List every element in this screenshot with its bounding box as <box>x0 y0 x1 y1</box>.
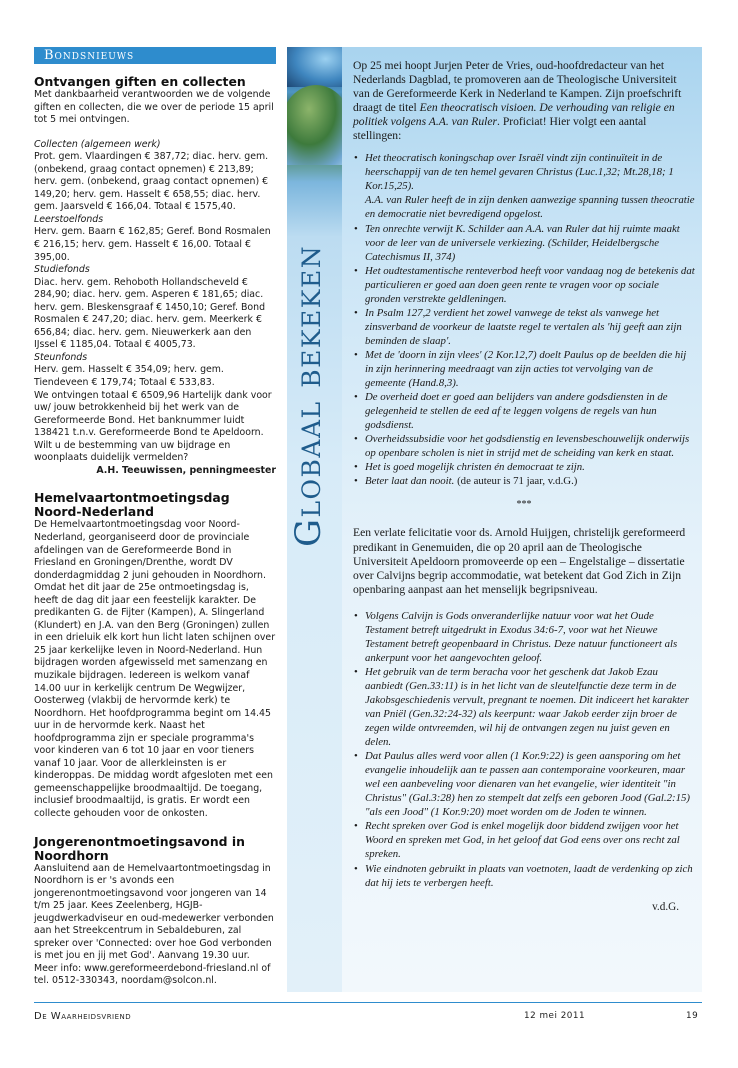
intro-paragraph: Op 25 mei hoopt Jurjen Peter de Vries, oud-hoofdredacteur van het Nederlands Dagblad, te promoveren aan de Theologische Universiteit van de Gereformeerde Kerk in Nederland te Kampen. Zijn proefschrift draagt de titel Een theocratisch visioen. De verhouding van religie en politiek volgens A.A. van Ruler. Proficiat! Hier volgt een aantal stellingen: <box>353 59 682 143</box>
bullet-icon: • <box>354 306 358 319</box>
stelling-item <box>353 749 695 819</box>
stelling-text: Overheidssubsidie voor het godsdienstig en levensbeschouwelijk onderwijs op openbare scholen is niet in strijd met de scheiding van kerk en staat. <box>365 433 690 460</box>
stelling-text: A.A. van Ruler heeft de in zijn denken aanwezige spanning tussen theocratie en democratie niet bevredigend opgelost. <box>365 194 695 221</box>
bullet-icon: • <box>354 391 358 404</box>
giften-text-studiefonds: Diac. herv. gem. Rehoboth Hollandscheveld € 284,90; diac. herv. gem. Asperen € 181,65; diac. herv. gem. Bleskensgraaf € 1450,10; Geref. Bond Rosmalen € 247,20; diac. herv. gem. Meerkerk € 656,84; diac. herv. gem. Nieuwerkerk aan den IJssel € 1185,04. Totaal € 4005,73. <box>34 276 266 351</box>
stelling-text: Wie eindnoten gebruikt in plaats van voetnoten, laadt de verdenking op zich dat hij iets te verbergen heeft. <box>365 862 693 889</box>
vertical-banner <box>287 47 342 992</box>
hemelvaart-title: Hemelvaartontmoetingsdag Noord-Nederland <box>34 490 230 520</box>
stelling-text: Recht spreken over God is enkel mogelijk door biddend zwijgen voor het Woord en spreken met God, in het geloof dat God eens over ons recht zal spreken. <box>365 820 680 861</box>
stelling-item <box>353 862 695 890</box>
giften-cat-collecten: Collecten (algemeen werk) <box>34 138 161 150</box>
bullet-icon: • <box>354 264 358 277</box>
right-panel <box>342 47 702 992</box>
bullet-icon: • <box>354 348 358 361</box>
stelling-item <box>353 474 695 488</box>
stelling-item <box>353 609 695 665</box>
signoff: v.d.G. <box>652 900 679 913</box>
bullet-icon: • <box>354 862 358 875</box>
bullet-icon: • <box>354 433 358 446</box>
stelling-item <box>353 222 695 264</box>
globe-earth-image <box>287 85 342 165</box>
stelling-item <box>353 264 695 306</box>
giften-intro: Met dankbaarheid verantwoorden we de volgende giften en collecten, die we over de periode 15 april tot 5 mei ontvingen. <box>34 89 274 126</box>
huijgen-paragraph: Een verlate felicitatie voor ds. Arnold Huijgen, christelijk gereformeerd predikant in Genemuiden, die op 20 april aan de Theologische Universiteit Apeldoorn promoveerde op een – Engelstalige – dissertatie over Calvijns begrip accommodatie, wat betekent dat God Zich in Zijn openbaring aanpast aan het menselijk begripsniveau. <box>353 526 686 596</box>
stelling-text: Dat Paulus alles werd voor allen (1 Kor.9:22) is geen aansporing om het evangelie inhoudelijk aan te passen aan contemporaine voorkeuren, maar wel een aanbeveling voor dienaren van het evangelie, wier identiteit "in Christus" (Gal.3:28) hen zo stempelt dat zelfs een geboren Jood (Gal.2:15) "als een Jood" (1 Kor.9:20) moet worden om de Joden te winnen. <box>365 750 690 819</box>
author-note: (de auteur is 71 jaar, v.d.G.) <box>457 475 578 488</box>
giften-cat-studiefonds: Studiefonds <box>34 264 90 276</box>
dissertation-title: Een theocratisch visioen. De verhouding van religie en politiek volgens A.A. van Ruler <box>353 101 675 129</box>
bullet-icon: • <box>354 222 358 235</box>
giften-text-collecten: Prot. gem. Vlaardingen € 387,72; diac. herv. gem. (onbekend, graag contact opnemen) € 213,89; herv. gem. (onbekend, graag contact opnemen) € 149,20; herv. gem. Hasselt € 658,55; diac. herv. gem. Jaarsveld € 166,04. Totaal € 1575,40. <box>34 151 269 213</box>
stelling-text: Het gebruik van de term beracha voor het geschenk dat Jakob Ezau aanbiedt (Gen.33:11) is in het licht van de sleutelfunctie deze term in de Jakobsgeschiedenis vervult, pregnant te noemen. Dit indiceert het karakter van Pniël (Gen.32:24-32) als keerpunt: waar Jakob eerder zijn broer de zegen wilde ontvreemden, wil hij de ontvangen zegen nu juist geven en delen. <box>365 665 690 749</box>
stelling-text: Met de 'doorn in zijn vlees' (2 Kor.12,7) doelt Paulus op de beelden die hij in zijn herinnering meedraagt van zijn acties tot vervolging van de gemeente (Hand.8,3). <box>365 348 687 390</box>
hemelvaart-body: De Hemelvaartontmoetingsdag voor Noord-Nederland, georganiseerd door de provinciale afdelingen van de Gereformeerde Bond in Friesland en Groningen/Drenthe, wordt DV donderdagmiddag 2 juni gehouden in Noordhorn. Omdat het dit jaar de 25e ontmoetingsdag is, heeft de dag dit jaar een feestelijk karakter. De predikanten G. de Fijter (Kampen), A. Slingerland (Klundert) en J.A. van den Berg (Groningen) zullen in een drieluik elk kort hun licht laten schijnen over 25 jaar kerkelijke leven in Noord-Nederland. Hun bijdragen worden afgewisseld met samenzang en muzikale bijdragen. Iedereen is welkom vanaf 14.00 uur in kerkelijk centrum De Wegwijzer, Oosterweg (vlakbij de hervormde kerk) te Noordhorn. Het hoofdprogramma begint om 14.45 uur in de hervormde kerk. Naast het hoofdprogramma zijn er speciale programma's voor kinderen van 6 tot 10 jaar en voor tieners vanaf 10 jaar. Voor de allerkleinsten is er kinderoppas. De middag wordt afgesloten met een gemeenschappelijke broodmaaltijd. De toegang, inclusief broodmaaltijd, is gratis. Er wordt een collecte gehouden voor de onkosten. <box>34 519 276 819</box>
stelling-item <box>353 819 695 861</box>
jongeren-body: Aansluitend aan de Hemelvaartontmoetingsdag in Noordhorn is er 's avonds een jongerenontmoetingsavond voor jongeren van 14 t/m 25 jaar. Kees Zeelenberg, HGJB-jeugdwerkadviseur en oud-medewerker verbonden aan het Streekcentrum in Sebaldeburen, zal spreker over 'Connected: over hoe God verbonden is met jou en jij met God'. Aanvang 19.30 uur. Meer info: www.gereformeerdebond-friesland.nl of tel. 0512-330343, noordam@solcon.nl. <box>34 862 274 987</box>
stellingen-list-2 <box>353 609 695 890</box>
giften-text-steunfonds: Herv. gem. Hasselt € 354,09; herv. gem. Tiendeveen € 179,74; Totaal € 533,83. <box>34 364 224 389</box>
stelling-text: In Psalm 127,2 verdient het zowel vanwege de tekst als vanwege het zinsverband de voorkeur de laatste regel te vertalen als 'hij geeft aan zijn beminden de slaap'. <box>365 306 682 347</box>
bullet-icon: • <box>354 820 358 833</box>
section-header: Bondsnieuws <box>34 47 276 64</box>
giften-title: Ontvangen giften en collecten <box>34 74 246 89</box>
stellingen-list-1 <box>353 151 695 488</box>
stelling-item <box>353 665 695 749</box>
footer-publication: De Waarheidsvriend <box>34 1011 132 1022</box>
page-number: 19 <box>686 1011 699 1021</box>
banner-title: Globaal bekeken <box>289 244 329 547</box>
footer-rule <box>34 1002 702 1003</box>
stelling-text: Het is goed mogelijk christen én democraat te zijn. <box>365 461 585 474</box>
giften-cat-steunfonds: Steunfonds <box>34 351 88 363</box>
bullet-icon: • <box>354 475 358 488</box>
giften-text-leerstoelfonds: Herv. gem. Baarn € 162,85; Geref. Bond Rosmalen € 216,15; herv. gem. Hasselt € 16,00. Totaal € 395,00. <box>34 226 271 263</box>
stelling-item <box>353 348 695 390</box>
giften-closing: We ontvingen totaal € 6509,96 Hartelijk dank voor uw/ jouw betrokkenheid bij het werk van de Gereformeerde Bond. Het banknummer luidt 138421 t.n.v. Gereformeerde Bond te Apeldoorn. Wilt u de bestemming van uw bijdrage en woonplaats duidelijk vermelden? <box>34 389 272 464</box>
bullet-icon: • <box>354 665 358 678</box>
giften-cat-leerstoelfonds: Leerstoelfonds <box>34 213 104 225</box>
bullet-icon: • <box>354 152 358 165</box>
bullet-icon: • <box>354 461 358 474</box>
stelling-text: Volgens Calvijn is Gods onveranderlijke natuur voor wat het Oude Testament betreft uitgedrukt in Exodus 34:6-7, voor wat het Nieuwe Testament betreft geopenbaard in Christus. Deze natuur functioneert als ankerpunt voor het aangevochten geloof. <box>365 609 678 664</box>
giften-signature: A.H. Teeuwissen, penningmeester <box>96 464 276 476</box>
stelling-text: Het oudtestamentische renteverbod heeft voor vandaag nog de betekenis dat particulieren er goed aan doen geen rente te vragen voor op sociale gronden verstrekte geldleningen. <box>365 264 695 305</box>
stelling-text: Beter laat dan nooit. <box>365 475 455 488</box>
jongeren-title: Jongerenontmoetingsavond in Noordhorn <box>34 833 245 863</box>
stelling-item <box>353 432 695 460</box>
footer-date: 12 mei 2011 <box>524 1011 586 1021</box>
stelling-item <box>353 151 695 221</box>
left-column <box>34 47 276 988</box>
bullet-icon: • <box>354 750 358 763</box>
stelling-text: Ten onrechte verwijt K. Schilder aan A.A. van Ruler dat hij ruimte maakt voor de leer van de universele verkiezing. (Schilder, Heidelbergsche Catechismus II, 374) <box>365 222 680 263</box>
globe-sky-image <box>287 47 342 87</box>
stelling-item <box>353 390 695 432</box>
separator-stars: *** <box>516 499 532 511</box>
stelling-text: Het theocratisch koningschap over Israël vindt zijn continuïteit in de heerschappij van de ten hemel gevaren Christus (Luc.1,32; Mt.28,18; 1 Kor.15,25). <box>365 152 674 193</box>
stelling-text: De overheid doet er goed aan belijders van andere godsdiensten in de gelegenheid te stellen de eed af te leggen volgens de regels van hun godsdienst. <box>365 391 668 432</box>
bullet-icon: • <box>354 609 358 622</box>
stelling-item <box>353 460 695 474</box>
stelling-item <box>353 306 695 348</box>
